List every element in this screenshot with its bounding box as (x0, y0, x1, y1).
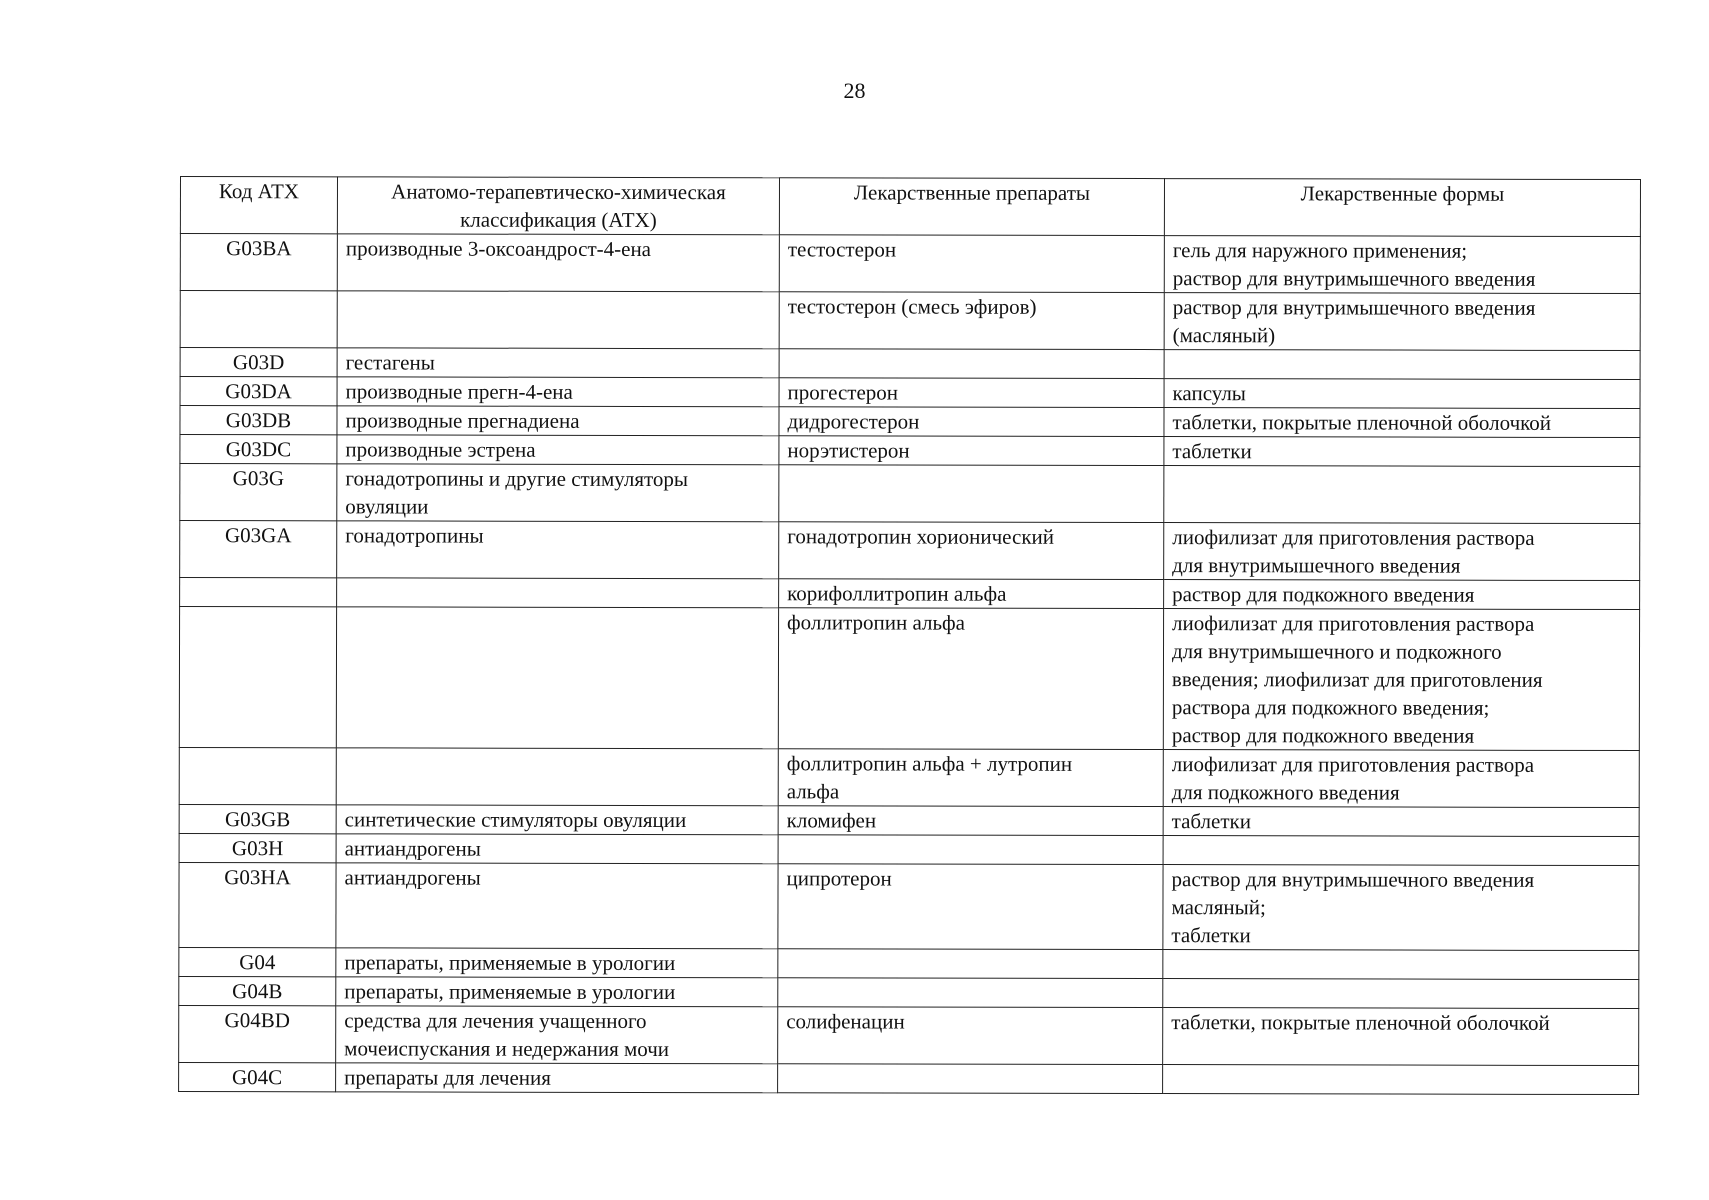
table-row (179, 947, 1639, 979)
row-form-cell: лиофилизат для приготовления раствора для внутримышечного и подкожного введения; лиофилизат для приготовления раствора для подкожного введения; раствор для подкожного введения (1163, 609, 1639, 751)
row-form-cell (1164, 350, 1640, 380)
table-row (179, 976, 1639, 1008)
row-code-cell: G03GB (179, 804, 336, 833)
row-drug-cell: дидрогестерон (779, 407, 1164, 437)
row-classification-cell: производные прегнадиена (337, 406, 779, 436)
row-drug-cell: ципротерон (778, 864, 1163, 950)
row-classification-cell: производные 3-оксоандрост-4-ена (337, 234, 779, 292)
row-classification-cell: производные эстрена (337, 435, 779, 465)
row-classification-cell (337, 291, 779, 349)
row-drug-cell: солифенацин (778, 1007, 1163, 1065)
row-drug-cell (778, 835, 1163, 865)
row-code-cell: G03G (180, 464, 337, 521)
row-code-cell: G03DB (180, 406, 337, 435)
row-classification-cell: препараты для лечения (336, 1063, 778, 1093)
row-classification-cell: антиандрогены (336, 863, 778, 949)
row-form-cell (1163, 950, 1639, 980)
row-drug-cell: фоллитропин альфа + лутропин альфа (778, 749, 1163, 807)
row-form-cell: раствор для внутримышечного введения масляный; таблетки (1163, 865, 1639, 951)
row-form-cell: гель для наружного применения; раствор для внутримышечного введения (1164, 236, 1640, 294)
table-row (179, 747, 1639, 807)
table-row (179, 1062, 1639, 1094)
row-code-cell: G04 (179, 947, 336, 976)
row-classification-cell: производные прегн-4-ена (337, 377, 779, 407)
row-form-cell: капсулы (1164, 379, 1640, 409)
row-code-cell (179, 607, 336, 748)
row-classification-cell: антиандрогены (336, 834, 778, 864)
table-row (179, 1005, 1639, 1065)
row-form-cell (1164, 466, 1640, 524)
row-form-cell: таблетки (1163, 807, 1639, 837)
table-row (180, 377, 1640, 409)
atc-drug-table (178, 176, 1641, 1095)
table-body (179, 234, 1641, 1095)
table-row (180, 406, 1640, 438)
row-code-cell: G03DA (180, 377, 337, 406)
table-row (180, 234, 1640, 294)
row-drug-cell: кломифен (778, 806, 1163, 836)
row-drug-cell: корифоллитропин альфа (779, 579, 1164, 609)
row-form-cell: раствор для внутримышечного введения (масляный) (1164, 293, 1640, 351)
table-row (180, 348, 1640, 380)
table-row (179, 607, 1639, 751)
row-drug-cell (778, 1064, 1163, 1094)
row-classification-cell (337, 578, 779, 608)
row-form-cell: таблетки, покрытые пленочной оболочкой (1163, 1008, 1639, 1066)
row-classification-cell: средства для лечения учащенного мочеиспускания и недержания мочи (336, 1006, 778, 1064)
row-drug-cell (779, 465, 1164, 523)
row-code-cell: G03BA (180, 234, 337, 291)
table-header-row (180, 177, 1640, 237)
row-form-cell (1163, 836, 1639, 866)
row-form-cell: таблетки (1164, 437, 1640, 467)
row-code-cell: G03HA (179, 862, 336, 947)
header-drugs: Лекарственные препараты (779, 178, 1164, 236)
row-code-cell (179, 747, 336, 804)
row-classification-cell (336, 748, 778, 806)
table-row (180, 291, 1640, 351)
row-drug-cell: тестостерон (779, 235, 1164, 293)
row-drug-cell: прогестерон (779, 378, 1164, 408)
header-code: Код АТХ (180, 177, 337, 234)
table-row (179, 804, 1639, 836)
row-drug-cell (778, 949, 1163, 979)
row-classification-cell: препараты, применяемые в урологии (336, 948, 778, 978)
row-form-cell: лиофилизат для приготовления раствора для внутримышечного введения (1164, 523, 1640, 581)
row-form-cell: таблетки, покрытые пленочной оболочкой (1164, 408, 1640, 438)
row-classification-cell: гонадотропины (337, 521, 779, 579)
row-code-cell: G04C (179, 1062, 336, 1091)
row-code-cell (180, 291, 337, 348)
row-drug-cell: тестостерон (смесь эфиров) (779, 292, 1164, 350)
header-classification: Анатомо-терапевтическо-химическая классификация (АТХ) (337, 177, 779, 235)
row-classification-cell: гонадотропины и другие стимуляторы овуляции (337, 464, 779, 522)
row-drug-cell: норэтистерон (779, 436, 1164, 466)
row-form-cell: раствор для подкожного введения (1164, 580, 1640, 610)
row-drug-cell (778, 978, 1163, 1008)
table-row (180, 521, 1640, 581)
row-code-cell: G04B (179, 976, 336, 1005)
row-classification-cell (336, 607, 778, 749)
row-code-cell: G03DC (180, 435, 337, 464)
row-drug-cell: гонадотропин хорионический (779, 522, 1164, 580)
table-row (180, 464, 1640, 524)
table-row (179, 833, 1639, 865)
row-form-cell (1163, 1065, 1639, 1095)
row-code-cell: G03GA (180, 521, 337, 578)
row-classification-cell: гестагены (337, 348, 779, 378)
table-row (180, 578, 1640, 610)
table-row (179, 862, 1639, 950)
header-forms: Лекарственные формы (1164, 179, 1640, 237)
table-row (180, 435, 1640, 467)
row-code-cell: G03H (179, 833, 336, 862)
row-classification-cell: синтетические стимуляторы овуляции (336, 805, 778, 835)
row-code-cell: G04BD (179, 1005, 336, 1062)
row-drug-cell (779, 349, 1164, 379)
row-form-cell: лиофилизат для приготовления раствора для подкожного введения (1163, 750, 1639, 808)
page-number: 28 (843, 78, 866, 103)
row-drug-cell: фоллитропин альфа (778, 608, 1163, 750)
row-form-cell (1163, 979, 1639, 1009)
row-code-cell: G03D (180, 348, 337, 377)
row-classification-cell: препараты, применяемые в урологии (336, 977, 778, 1007)
row-code-cell (180, 578, 337, 607)
